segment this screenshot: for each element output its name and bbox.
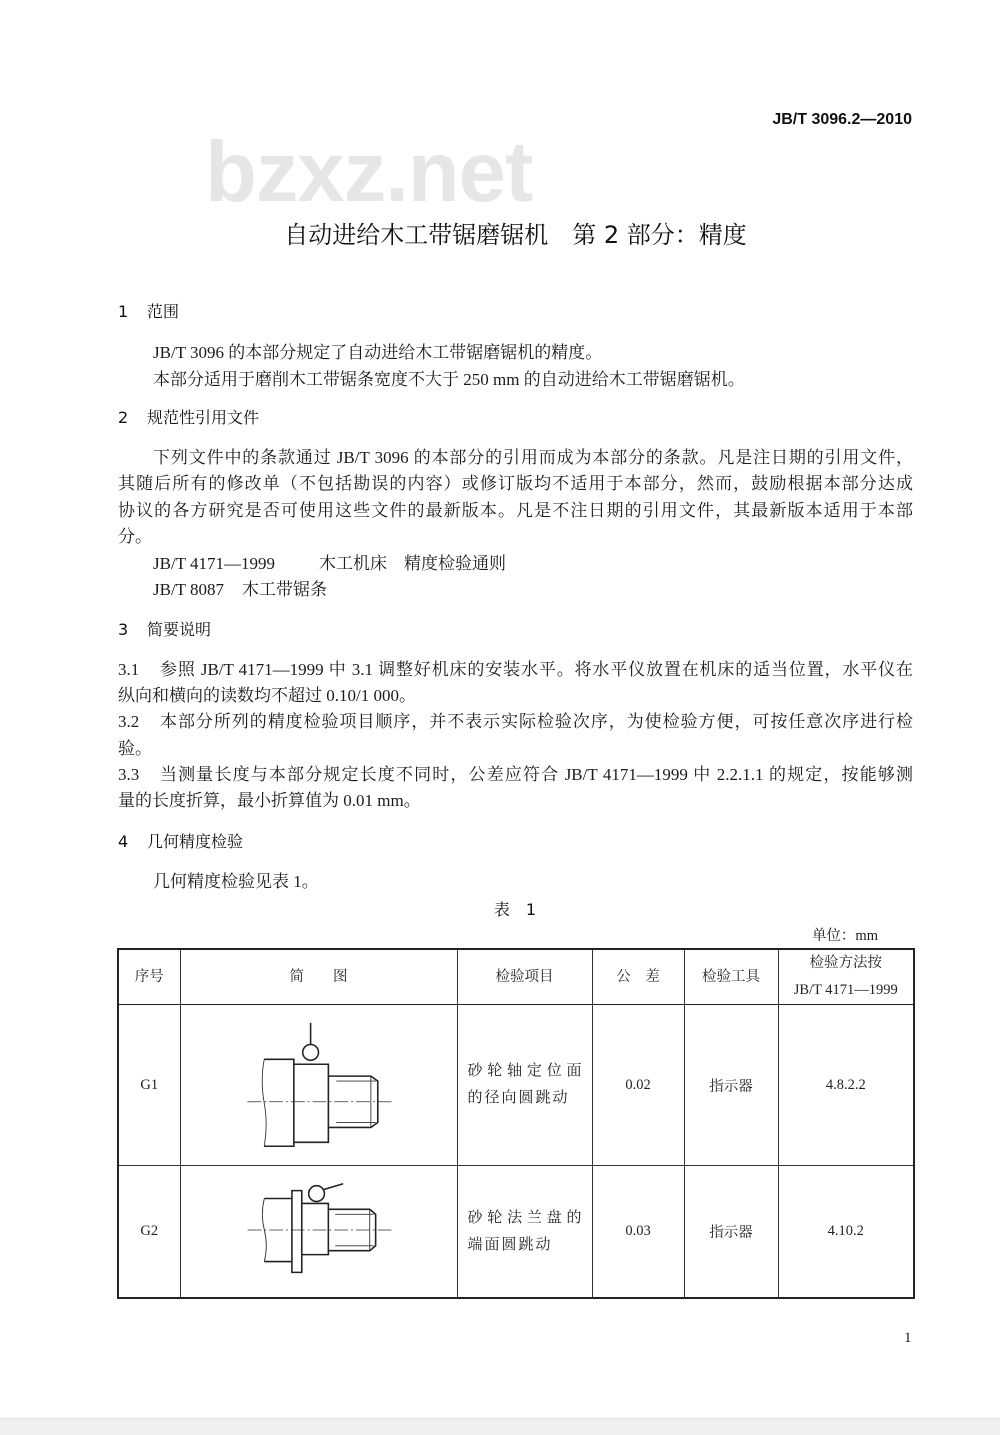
section-number: 2: [118, 408, 129, 427]
section-number: 3: [118, 620, 129, 639]
g2-flange: [291, 1191, 301, 1273]
paragraph-line: 本部分适用于磨削木工带锯条宽度不大于 250 mm 的自动进给木工带锯磨锯机。: [153, 370, 745, 389]
clause-3-1: [118, 657, 913, 683]
g2-diagram: [181, 1166, 457, 1297]
row-no: G1: [118, 1005, 180, 1166]
g1-indicator-icon: [302, 1045, 318, 1061]
clause-3-3: [118, 762, 913, 788]
reference-title: 木工机床 精度检验通则: [319, 553, 507, 573]
page-number: 1: [904, 1330, 912, 1346]
section-title: 规范性引用文件: [147, 408, 260, 427]
table-caption: 表 1: [493, 900, 537, 919]
paragraph-line: 下列文件中的条款通过 JB/T 3096 的本部分的引用而成为本部分的条款。凡是注日期的引用文件，: [153, 448, 913, 467]
section-1-heading: [118, 299, 179, 325]
table-header-row: [118, 949, 914, 1005]
header-diagram: 简 图: [180, 949, 457, 1005]
section-4-heading: [118, 829, 243, 855]
g1-locating-shoulder: [293, 1064, 328, 1142]
row-item: [457, 1005, 592, 1166]
clause-number: 3.3: [118, 764, 140, 784]
header-method: [778, 949, 914, 1005]
table-row: [118, 1005, 914, 1166]
watermark: bzxz.net: [205, 125, 533, 220]
header-item: 检验项目: [457, 949, 592, 1005]
row-tolerance: 0.03: [592, 1166, 684, 1299]
accuracy-table: [117, 948, 915, 1299]
diagram-cell: [180, 1005, 457, 1166]
section-title: 几何精度检验: [147, 832, 244, 851]
paragraph-line: JB/T 3096 的本部分规定了自动进给木工带锯磨锯机的精度。: [153, 343, 603, 362]
paragraph-line: 其随后所有的修改单（不包括勘误的内容）或修订版均不适用于本部分，然而，鼓励根据本部分达成: [118, 474, 913, 494]
row-method: 4.8.2.2: [778, 1005, 914, 1166]
row-item: [457, 1166, 592, 1299]
clause-line: 本部分所列的精度检验项目顺序，并不表示实际检验次序，为使检验方便，可按任意次序进行检: [160, 712, 913, 732]
diagram-cell: [180, 1166, 457, 1299]
g1-diagram: [181, 1005, 457, 1165]
clause-number: 3.1: [118, 660, 140, 679]
row-method: 4.10.2: [778, 1166, 914, 1299]
row-tolerance: 0.02: [592, 1005, 684, 1166]
reference-item: [118, 551, 913, 577]
g1-break-line: [262, 1059, 266, 1146]
section-4-body: [118, 869, 913, 895]
header-tolerance: 公 差: [592, 949, 684, 1005]
table-unit: 单位：mm: [811, 928, 878, 944]
section-title: 范围: [147, 302, 180, 321]
row-no: G2: [118, 1166, 180, 1299]
clause-line: 纵向和横向的读数均不超过 0.10/1 000。: [118, 686, 416, 706]
clause-number: 3.2: [118, 712, 140, 732]
clause-line: 参照 JB/T 4171—1999 中 3.1 调整好机床的安装水平。将水平仪放置在机床的适当位置，水平仪在: [160, 660, 913, 679]
row-item-text: 砂轮轴定位面的径向圆跳动: [467, 1063, 584, 1106]
row-tool: 指示器: [684, 1005, 778, 1166]
g2-indicator-icon: [308, 1186, 324, 1202]
section-2-body: [118, 445, 913, 603]
section-title: 简要说明: [147, 620, 212, 639]
paragraph-line: 协议的各方研究是否可使用这些文件的最新版本。凡是不注日期的引用文件，其最新版本适用于本部: [118, 500, 913, 520]
header-no: 序号: [118, 949, 180, 1005]
clause-3-2: [118, 709, 913, 735]
standard-number: JB/T 3096.2—2010: [772, 111, 912, 128]
clause-line: 验。: [118, 738, 152, 758]
section-number: 1: [118, 302, 129, 321]
row-tool: 指示器: [684, 1166, 778, 1299]
g1-housing: [264, 1059, 294, 1146]
row-item-text: 砂轮法兰盘的端面圆跳动: [467, 1209, 584, 1253]
g2-hub: [301, 1203, 328, 1254]
reference-item: [118, 577, 913, 603]
section-2-heading: [118, 405, 259, 431]
clause-line: 当测量长度与本部分规定长度不同时，公差应符合 JB/T 4171—1999 中 2.2.1.1 的规定，按能够测: [160, 764, 913, 784]
paragraph-line: 分。: [118, 527, 152, 547]
reference-code: JB/T 4171—1999: [153, 553, 276, 573]
header-method-line1: 检验方法按: [809, 955, 882, 971]
section-1-body: [118, 339, 913, 393]
clause-line: 量的长度折算，最小折算值为 0.01 mm。: [118, 790, 421, 810]
section-3-body: [118, 657, 913, 814]
document-title: 自动进给木工带锯磨锯机 第 2 部分：精度: [284, 221, 747, 249]
reference-code: JB/T 8087: [153, 579, 225, 599]
page-bottom-band: [0, 1418, 1000, 1435]
paragraph-line: 几何精度检验见表 1。: [153, 872, 319, 891]
table-row: [118, 1166, 914, 1299]
section-3-heading: [118, 617, 211, 643]
section-number: 4: [118, 832, 129, 851]
reference-title: 木工带锯条: [242, 579, 328, 599]
g2-indicator-stylus: [323, 1184, 343, 1190]
header-method-line2: JB/T 4171—1999: [793, 982, 898, 998]
header-tool: 检验工具: [684, 949, 778, 1005]
